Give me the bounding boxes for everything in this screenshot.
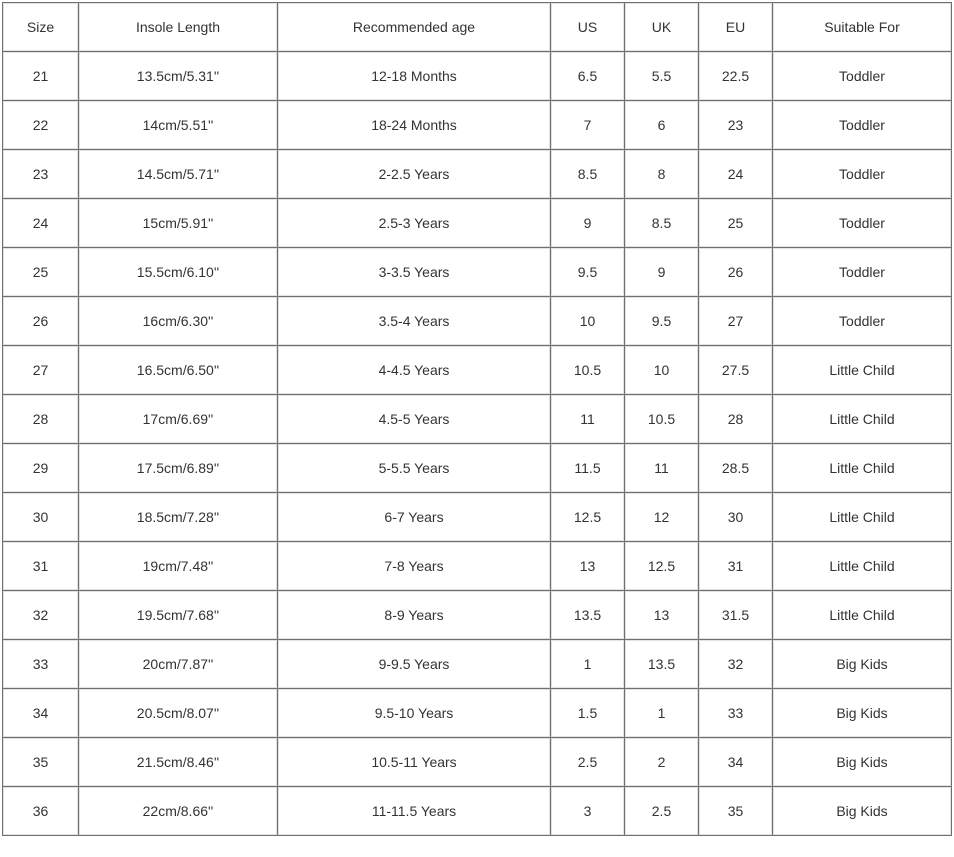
table-row: [3, 591, 952, 640]
header-row: [3, 3, 952, 52]
table-row: [3, 248, 952, 297]
table-row: [3, 689, 952, 738]
cell-recommended-age: 2-2.5 Years: [278, 150, 551, 199]
cell-uk: 10.5: [625, 395, 699, 444]
cell-recommended-age: 4.5-5 Years: [278, 395, 551, 444]
cell-insole-length: 17.5cm/6.89'': [79, 444, 278, 493]
table-row: [3, 542, 952, 591]
cell-suitable-for: Big Kids: [773, 787, 952, 836]
header-recommended-age: Recommended age: [278, 3, 551, 52]
cell-eu: 26: [699, 248, 773, 297]
header-eu: EU: [699, 3, 773, 52]
cell-uk: 5.5: [625, 52, 699, 101]
cell-eu: 33: [699, 689, 773, 738]
cell-suitable-for: Toddler: [773, 150, 952, 199]
cell-size: 21: [3, 52, 79, 101]
cell-uk: 2.5: [625, 787, 699, 836]
cell-recommended-age: 9.5-10 Years: [278, 689, 551, 738]
cell-us: 11: [551, 395, 625, 444]
cell-insole-length: 15cm/5.91'': [79, 199, 278, 248]
cell-size: 26: [3, 297, 79, 346]
cell-recommended-age: 2.5-3 Years: [278, 199, 551, 248]
cell-size: 32: [3, 591, 79, 640]
cell-us: 8.5: [551, 150, 625, 199]
table-row: [3, 297, 952, 346]
cell-uk: 9.5: [625, 297, 699, 346]
cell-size: 34: [3, 689, 79, 738]
cell-eu: 23: [699, 101, 773, 150]
table-row: [3, 101, 952, 150]
cell-suitable-for: Little Child: [773, 444, 952, 493]
cell-recommended-age: 5-5.5 Years: [278, 444, 551, 493]
cell-insole-length: 18.5cm/7.28'': [79, 493, 278, 542]
cell-uk: 12: [625, 493, 699, 542]
table-row: [3, 787, 952, 836]
cell-insole-length: 16.5cm/6.50'': [79, 346, 278, 395]
cell-recommended-age: 10.5-11 Years: [278, 738, 551, 787]
cell-recommended-age: 9-9.5 Years: [278, 640, 551, 689]
cell-recommended-age: 11-11.5 Years: [278, 787, 551, 836]
header-us: US: [551, 3, 625, 52]
cell-us: 9: [551, 199, 625, 248]
cell-uk: 13: [625, 591, 699, 640]
cell-size: 31: [3, 542, 79, 591]
header-size: Size: [3, 3, 79, 52]
cell-insole-length: 20cm/7.87'': [79, 640, 278, 689]
cell-insole-length: 14cm/5.51'': [79, 101, 278, 150]
cell-recommended-age: 3-3.5 Years: [278, 248, 551, 297]
cell-us: 13.5: [551, 591, 625, 640]
size-chart: [2, 2, 952, 836]
cell-suitable-for: Big Kids: [773, 738, 952, 787]
cell-eu: 35: [699, 787, 773, 836]
cell-recommended-age: 18-24 Months: [278, 101, 551, 150]
cell-suitable-for: Little Child: [773, 542, 952, 591]
table-row: [3, 444, 952, 493]
cell-size: 23: [3, 150, 79, 199]
cell-size: 28: [3, 395, 79, 444]
cell-us: 10: [551, 297, 625, 346]
cell-suitable-for: Little Child: [773, 395, 952, 444]
cell-eu: 27: [699, 297, 773, 346]
table-row: [3, 738, 952, 787]
cell-size: 30: [3, 493, 79, 542]
cell-suitable-for: Toddler: [773, 248, 952, 297]
cell-recommended-age: 8-9 Years: [278, 591, 551, 640]
cell-eu: 28: [699, 395, 773, 444]
cell-size: 22: [3, 101, 79, 150]
cell-suitable-for: Toddler: [773, 52, 952, 101]
cell-size: 27: [3, 346, 79, 395]
cell-size: 35: [3, 738, 79, 787]
header-insole-length: Insole Length: [79, 3, 278, 52]
cell-suitable-for: Little Child: [773, 346, 952, 395]
cell-size: 33: [3, 640, 79, 689]
cell-suitable-for: Little Child: [773, 591, 952, 640]
cell-eu: 30: [699, 493, 773, 542]
header-uk: UK: [625, 3, 699, 52]
cell-suitable-for: Toddler: [773, 199, 952, 248]
cell-uk: 12.5: [625, 542, 699, 591]
cell-size: 25: [3, 248, 79, 297]
table-row: [3, 150, 952, 199]
cell-size: 29: [3, 444, 79, 493]
cell-recommended-age: 6-7 Years: [278, 493, 551, 542]
cell-eu: 31: [699, 542, 773, 591]
cell-eu: 34: [699, 738, 773, 787]
cell-uk: 10: [625, 346, 699, 395]
cell-suitable-for: Big Kids: [773, 640, 952, 689]
cell-uk: 11: [625, 444, 699, 493]
cell-eu: 27.5: [699, 346, 773, 395]
cell-us: 9.5: [551, 248, 625, 297]
cell-insole-length: 22cm/8.66'': [79, 787, 278, 836]
cell-uk: 13.5: [625, 640, 699, 689]
table-row: [3, 493, 952, 542]
cell-eu: 24: [699, 150, 773, 199]
cell-us: 2.5: [551, 738, 625, 787]
table-row: [3, 346, 952, 395]
cell-insole-length: 16cm/6.30'': [79, 297, 278, 346]
cell-recommended-age: 3.5-4 Years: [278, 297, 551, 346]
cell-eu: 31.5: [699, 591, 773, 640]
cell-us: 7: [551, 101, 625, 150]
cell-suitable-for: Little Child: [773, 493, 952, 542]
table-row: [3, 52, 952, 101]
cell-recommended-age: 4-4.5 Years: [278, 346, 551, 395]
cell-insole-length: 15.5cm/6.10'': [79, 248, 278, 297]
table-row: [3, 199, 952, 248]
cell-eu: 25: [699, 199, 773, 248]
cell-insole-length: 17cm/6.69'': [79, 395, 278, 444]
cell-uk: 1: [625, 689, 699, 738]
cell-us: 12.5: [551, 493, 625, 542]
header-suitable-for: Suitable For: [773, 3, 952, 52]
cell-us: 13: [551, 542, 625, 591]
cell-eu: 32: [699, 640, 773, 689]
table-row: [3, 395, 952, 444]
cell-recommended-age: 12-18 Months: [278, 52, 551, 101]
cell-insole-length: 20.5cm/8.07'': [79, 689, 278, 738]
cell-eu: 22.5: [699, 52, 773, 101]
cell-insole-length: 14.5cm/5.71'': [79, 150, 278, 199]
cell-uk: 8.5: [625, 199, 699, 248]
cell-suitable-for: Toddler: [773, 101, 952, 150]
cell-suitable-for: Big Kids: [773, 689, 952, 738]
cell-us: 1: [551, 640, 625, 689]
cell-us: 11.5: [551, 444, 625, 493]
cell-us: 1.5: [551, 689, 625, 738]
cell-insole-length: 19cm/7.48'': [79, 542, 278, 591]
cell-us: 6.5: [551, 52, 625, 101]
cell-eu: 28.5: [699, 444, 773, 493]
cell-us: 10.5: [551, 346, 625, 395]
cell-recommended-age: 7-8 Years: [278, 542, 551, 591]
size-chart-table: [2, 2, 952, 836]
cell-size: 36: [3, 787, 79, 836]
table-row: [3, 640, 952, 689]
cell-us: 3: [551, 787, 625, 836]
cell-insole-length: 13.5cm/5.31'': [79, 52, 278, 101]
cell-uk: 9: [625, 248, 699, 297]
cell-suitable-for: Toddler: [773, 297, 952, 346]
cell-uk: 6: [625, 101, 699, 150]
cell-insole-length: 21.5cm/8.46'': [79, 738, 278, 787]
cell-uk: 2: [625, 738, 699, 787]
cell-size: 24: [3, 199, 79, 248]
cell-insole-length: 19.5cm/7.68'': [79, 591, 278, 640]
cell-uk: 8: [625, 150, 699, 199]
table-body: [3, 52, 952, 836]
